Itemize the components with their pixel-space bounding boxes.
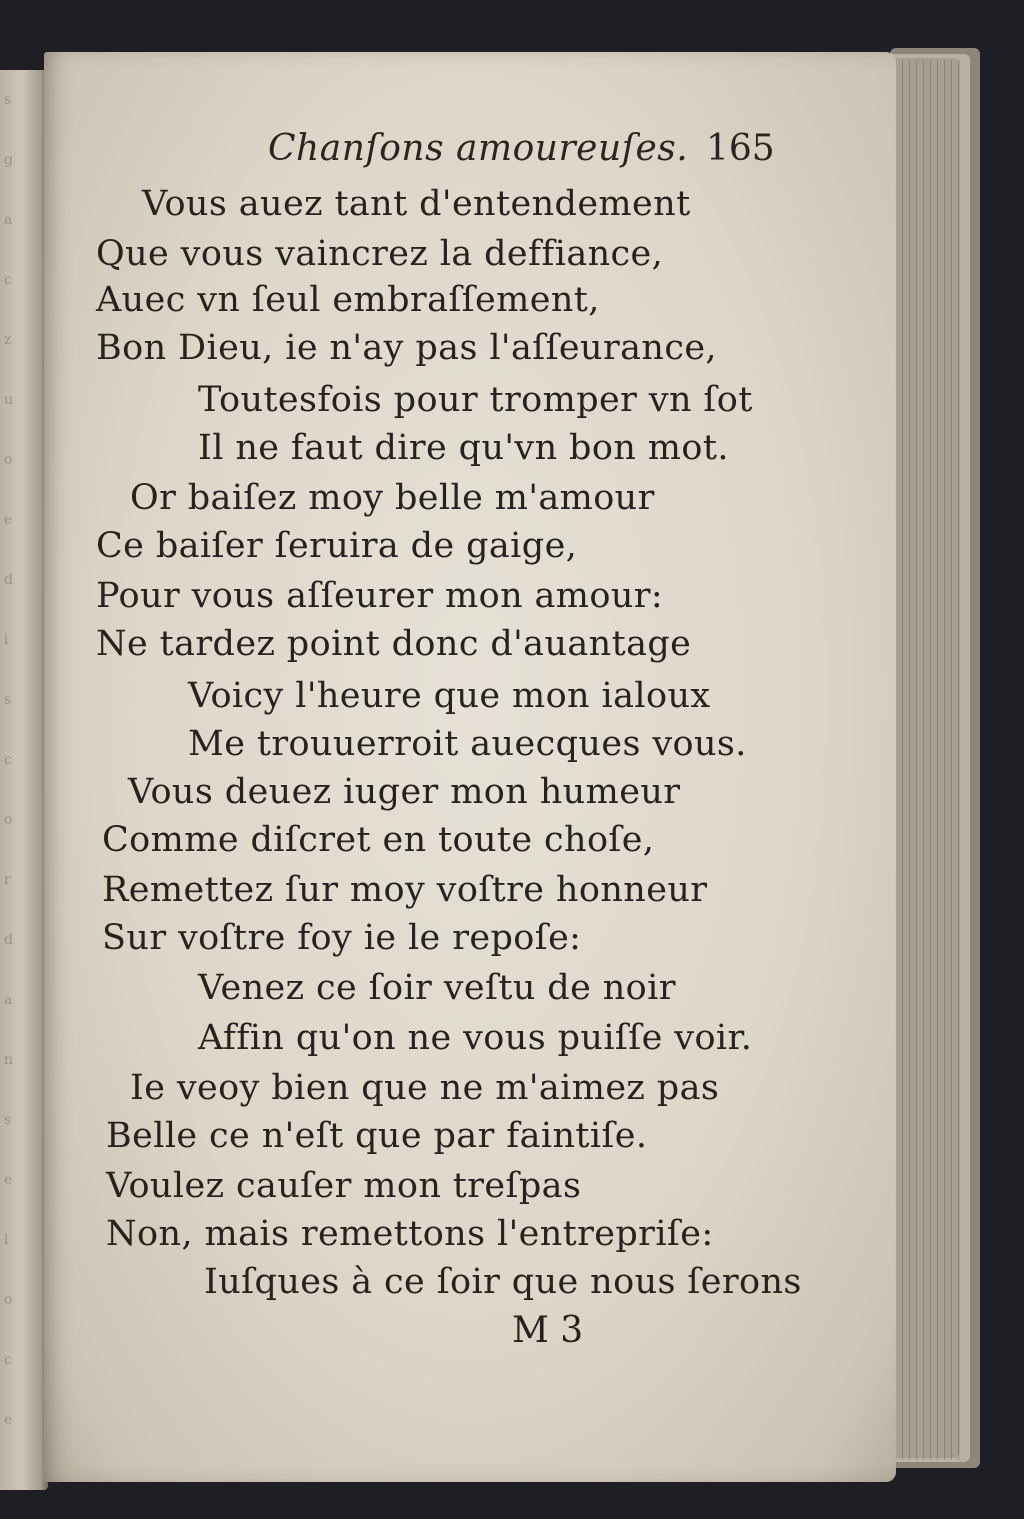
verse-line: Venez ce ſoir veſtu de noir	[198, 968, 676, 1008]
verse-line: Pour vous aſſeurer mon amour:	[96, 576, 664, 616]
running-head: Chanſons amoureuſes.	[268, 128, 689, 169]
verse-line: Auec vn ſeul embraſſement,	[96, 280, 600, 320]
verse-line: Or baiſez moy belle m'amour	[130, 478, 655, 518]
page-number: 165	[706, 128, 775, 169]
verse-line: Belle ce n'eſt que par faintiſe.	[106, 1116, 648, 1156]
verse-line: Ie veoy bien que ne m'aimez pas	[130, 1068, 720, 1108]
verse-line: Il ne faut dire qu'vn bon mot.	[198, 428, 729, 468]
facing-page-edge	[0, 70, 48, 1490]
page-stack-edges	[895, 60, 965, 1460]
verse-line: Ne tardez point donc d'auantage	[96, 624, 692, 664]
signature-mark: M 3	[512, 1310, 584, 1351]
verse-line: Voicy l'heure que mon ialoux	[188, 676, 711, 716]
verse-line: Vous auez tant d'entendement	[142, 184, 691, 224]
verse-line: Remettez ſur moy voſtre honneur	[102, 870, 708, 910]
verse-line: Non, mais remettons l'entrepriſe:	[106, 1214, 714, 1254]
verse-line: Toutesfois pour tromper vn ſot	[198, 380, 753, 420]
verse-line: Bon Dieu, ie n'ay pas l'aſſeurance,	[96, 328, 717, 368]
verse-line: Ce baiſer ſeruira de gaige,	[96, 526, 578, 566]
facing-page-bleed: s g a c z u o e d i s c o r d a n s e l o c e	[4, 92, 15, 1428]
verse-line: Voulez cauſer mon treſpas	[106, 1166, 582, 1206]
verse-line: Me trouuerroit auecques vous.	[188, 724, 747, 764]
verse-line: Que vous vaincrez la deffiance,	[96, 234, 664, 274]
verse-line: Comme diſcret en toute choſe,	[102, 820, 655, 860]
verse-line: Affin qu'on ne vous puiſſe voir.	[198, 1018, 753, 1058]
verse-line: Iuſques à ce ſoir que nous ſerons	[204, 1262, 802, 1302]
verse-line: Sur voſtre foy ie le repoſe:	[102, 918, 582, 958]
verse-line: Vous deuez iuger mon humeur	[128, 772, 681, 812]
